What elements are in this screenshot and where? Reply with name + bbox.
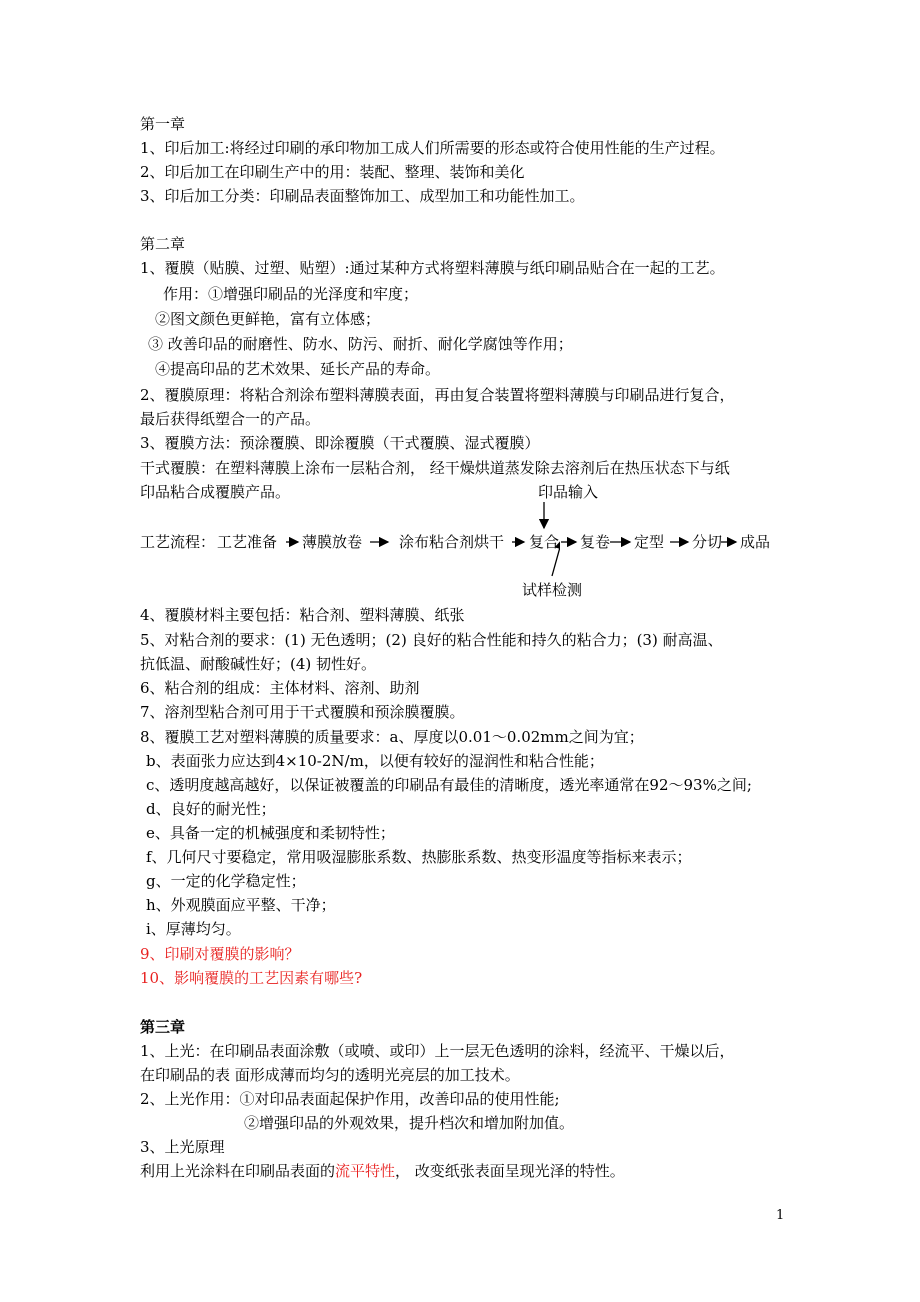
text-run: 利用上光涂料在印刷品表面的 [140, 1162, 336, 1180]
paragraph: g、一定的化学稳定性； [146, 872, 306, 890]
paragraph: 2、覆膜原理：将粘合剂涂布塑料薄膜表面，再由复合装置将塑料薄膜与印刷品进行复合， [140, 386, 735, 404]
paragraph: 印品粘合成覆膜产品。 [140, 483, 291, 501]
paragraph: 5、对粘合剂的要求：(1) 无色透明；(2) 良好的粘合性能和持久的粘合力；(3) 耐高温、 [140, 631, 723, 649]
paragraph: 最后获得纸塑合一的产品。 [140, 410, 321, 428]
flow-step: 定型 [634, 533, 665, 551]
paragraph: 1、印后加工:将经过印刷的承印物加工成人们所需要的形态或符合使用性能的生产过程。 [140, 139, 725, 157]
chapter-3-heading: 第三章 [140, 1018, 186, 1036]
paragraph [140, 1161, 625, 1181]
paragraph: c、透明度越高越好，以保证被覆盖的印刷品有最佳的清晰度，透光率通常在92～93%之间; [146, 776, 752, 794]
paragraph: f、几何尺寸要稳定，常用吸湿膨胀系数、热膨胀系数、热变形温度等指标来表示； [146, 848, 692, 866]
paragraph: h、外观膜面应平整、干净； [146, 896, 336, 914]
flow-step: 成品 [740, 533, 771, 551]
flow-step: 薄膜放卷 [302, 533, 363, 551]
paragraph: 干式覆膜：在塑料薄膜上涂布一层粘合剂， 经干燥烘道蒸发除去溶剂后在热压状态下与纸 [140, 459, 730, 477]
flow-branch-arrows [520, 500, 560, 580]
paragraph: 1、覆膜（贴膜、过塑、贴塑）:通过某种方式将塑料薄膜与纸印刷品贴合在一起的工艺。 [140, 259, 725, 277]
text-run: ， 改变纸张表面呈现光泽的特性。 [395, 1162, 625, 1180]
paragraph: e、具备一定的机械强度和柔韧特性； [146, 824, 395, 842]
paragraph: 2、上光作用：①对印品表面起保护作用，改善印品的使用性能; [140, 1090, 560, 1108]
paragraph: ③ 改善印品的耐磨性、防水、防污、耐折、耐化学腐蚀等作用； [148, 335, 573, 353]
paragraph: d、良好的耐光性； [146, 800, 276, 818]
paragraph: 6、粘合剂的组成：主体材料、溶剂、助剂 [140, 679, 420, 697]
question-line: 9、印刷对覆膜的影响？ [140, 945, 300, 963]
highlighted-term: 流平特性 [335, 1162, 396, 1180]
question-line: 10、影响覆膜的工艺因素有哪些? [140, 969, 363, 987]
paragraph: ②图文颜色更鲜艳，富有立体感； [155, 310, 381, 328]
flow-step: 涂布粘合剂烘干 [399, 533, 505, 551]
flow-step: 分切 [692, 533, 723, 551]
flow-step: 复卷 [580, 533, 611, 551]
chapter-2-heading: 第二章 [140, 235, 186, 253]
paragraph: ④提高印品的艺术效果、延长产品的寿命。 [155, 360, 441, 378]
paragraph: 作用：①增强印刷品的光泽度和牢度； [163, 285, 419, 303]
paragraph: 7、溶剂型粘合剂可用于干式覆膜和预涂膜覆膜。 [140, 703, 465, 721]
page-number: 1 [776, 1208, 785, 1223]
paragraph: 3、印后加工分类：印刷品表面整饰加工、成型加工和功能性加工。 [140, 187, 585, 205]
paragraph: ②增强印品的外观效果，提升档次和增加附加值。 [244, 1114, 575, 1132]
paragraph: 3、覆膜方法：预涂覆膜、即涂覆膜（干式覆膜、湿式覆膜） [140, 434, 540, 452]
paragraph: 1、上光：在印刷品表面涂敷（或喷、或印）上一层无色透明的涂料，经流平、干燥以后， [140, 1042, 735, 1060]
flow-input-label: 印品输入 [538, 483, 599, 501]
flow-sample-label: 试样检测 [522, 581, 583, 599]
flow-step: 工艺准备 [217, 533, 278, 551]
paragraph: 在印刷品的表 面形成薄而均匀的透明光亮层的加工技术。 [140, 1066, 520, 1084]
chapter-1-heading: 第一章 [140, 115, 186, 133]
paragraph: b、表面张力应达到4×10-2N/m，以便有较好的湿润性和粘合性能； [146, 752, 604, 770]
flow-step: 复合 [529, 533, 560, 551]
paragraph: 2、印后加工在印刷生产中的用：装配、整理、装饰和美化 [140, 163, 525, 181]
paragraph: 抗低温、耐酸碱性好；(4) 韧性好。 [140, 655, 377, 673]
flow-label: 工艺流程： [140, 533, 216, 551]
paragraph: 8、覆膜工艺对塑料薄膜的质量要求：a、厚度以0.01～0.02mm之间为宜； [140, 728, 644, 746]
paragraph: i、厚薄均匀。 [146, 920, 241, 938]
paragraph: 3、上光原理 [140, 1138, 225, 1156]
paragraph: 4、覆膜材料主要包括：粘合剂、塑料薄膜、纸张 [140, 606, 465, 624]
process-flow [140, 530, 800, 554]
